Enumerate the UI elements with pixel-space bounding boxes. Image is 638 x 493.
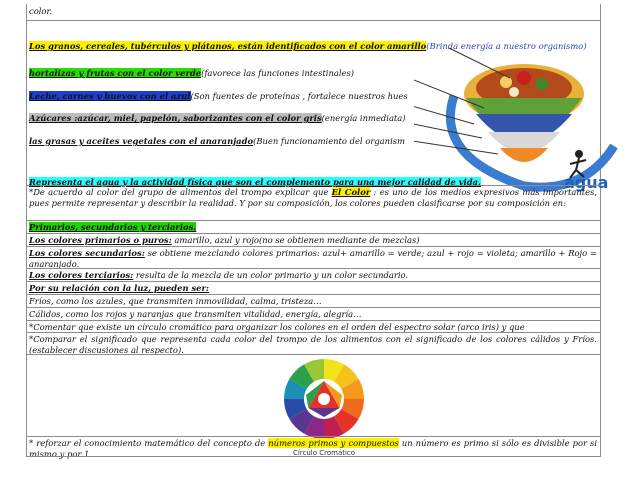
line-leche: Leche, carnes y huevos con el azul(Son fuentes de proteínas , fortalece nuestros hues bbox=[29, 91, 408, 101]
heading-primarios: Primarios, secundarios y terciarios. bbox=[29, 222, 197, 232]
line-grasas: las grasas y aceites vegetales con el anaranjado(Buen funcionamiento del organism bbox=[29, 136, 405, 146]
line-terciarios: Los colores terciarios: resulta de la mezcla de un color primario y un color secundario. bbox=[29, 270, 409, 280]
divider bbox=[26, 294, 601, 295]
line-calidos: Cálidos, como los rojos y naranjas que transmiten vitalidad, energía, alegría… bbox=[29, 309, 362, 319]
heading-luz: Por su relación con la luz, pueden ser: bbox=[29, 283, 210, 293]
line-hortalizas: hortalizas y frutas con el color verde(favorece las funciones intestinales) bbox=[29, 68, 355, 78]
line-agua-actividad: Representa el agua y la actividad física que son el complemento para una mejor calidad de vida. bbox=[29, 177, 481, 187]
water-label: agua bbox=[564, 173, 609, 192]
line-granos: Los granos, cereales, tubérculos y plátanos, están identificados con el color amarillo(Brinda energía a nuestro organismo) bbox=[29, 41, 587, 51]
line-color: color. bbox=[29, 6, 53, 16]
paragraph-el-color: *De acuerdo al color del grupo de alimentos del trompo explicar que El Color : es uno de los medios expresivos más importantes, pues permite representar y describir la realidad. Y por su composición, los colores pueden clasificarse por su composición en: bbox=[29, 187, 597, 208]
divider bbox=[26, 268, 601, 269]
divider bbox=[26, 246, 601, 247]
divider bbox=[26, 281, 601, 282]
table-border-bottom bbox=[26, 456, 601, 457]
document-table bbox=[26, 4, 609, 459]
divider bbox=[26, 220, 601, 221]
food-spinning-top-image bbox=[414, 36, 629, 196]
divider bbox=[26, 307, 601, 308]
line-primarios: Los colores primarios o puros: amarillo, azul y rojo(no se obtienen mediante de mezclas) bbox=[29, 235, 420, 245]
line-azucares: Azúcares :azúcar, miel, papelón, saborizantes con el color gris(energía inmediata) bbox=[29, 113, 406, 123]
divider bbox=[26, 185, 601, 186]
line-frios: Fríos, como los azules, que transmiten inmovilidad, calma, tristeza… bbox=[29, 296, 322, 306]
divider bbox=[26, 20, 601, 21]
wheel-caption: Círculo Cromático bbox=[292, 449, 356, 457]
divider bbox=[26, 233, 601, 234]
line-secundarios: Los colores secundarios: se obtiene mezclando colores primarios: azul+ amarillo = verde; azul + rojo = violeta; amarillo + Rojo = anaranjado. bbox=[29, 248, 597, 269]
divider bbox=[26, 436, 601, 437]
line-numeros-primos: * reforzar el conocimiento matemático del concepto de números primos y compuestos un número es primo si sólo es divisible por si mismo y por 1. bbox=[29, 438, 597, 459]
line-circulo: *Comentar que existe un círculo cromático para organizar los colores en el orden del espectro solar (arco iris) y que bbox=[29, 322, 525, 332]
table-border-left bbox=[26, 4, 27, 456]
line-comparar: *Comparar el significado que representa cada color del trompo de los alimentos con el significado de los colores cálidos y Fríos.(establecer discusiones al respecto). bbox=[29, 334, 597, 355]
divider bbox=[26, 332, 601, 333]
divider bbox=[26, 320, 601, 321]
